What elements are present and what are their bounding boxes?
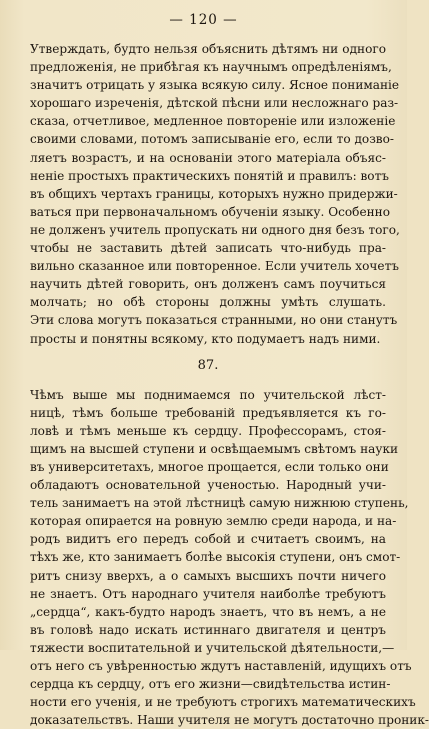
text-line: Эти слова могутъ показаться странными, но они станутъ [30, 313, 398, 328]
page-body [30, 40, 429, 729]
text-line: не знаетъ. Отъ народнаго учителя наиболѣе требуютъ [30, 586, 386, 601]
text-line: научить дѣтей говорить, онъ долженъ самъ поучиться [30, 277, 386, 292]
text-line: доказательствъ. Наши учителя не могутъ достаточно проник- [30, 713, 429, 728]
text-line: тяжести воспитательной и учительской дѣятельности,— [30, 640, 395, 655]
text-line: предложенія, не прибѣгая къ научнымъ опредѣленіямъ, [30, 60, 392, 75]
text-line: которая опирается на ровную землю среди народа, и на- [30, 514, 397, 529]
text-line: ловѣ и тѣмъ меньше къ сердцу. Профессорамъ, стоя- [30, 423, 386, 438]
text-line: „сердца“, какъ-будто народъ знаетъ, что въ немъ, а не [30, 604, 386, 619]
text-line: сказа, отчетливое, медленное повтореніе или изложеніе [30, 114, 396, 129]
text-line: ваться при первоначальномъ обученіи языку. Особенно [30, 204, 391, 219]
text-line: ляетъ возрастъ, и на основаніи этого матеріала объяс- [30, 150, 386, 165]
text-line: чтобы не заставить дѣтей записать что-нибудь пра- [30, 241, 386, 256]
paragraph-1 [30, 40, 400, 348]
text-line: въ головѣ надо искать истиннаго двигателя и центръ [30, 622, 386, 637]
text-line: тель занимаетъ на этой лѣстницѣ самую нижнюю ступень, [30, 496, 409, 511]
text-line: значитъ отрицать у языка всякую силу. Ясное пониманіе [30, 78, 400, 93]
text-line: хорошаго изреченія, дѣтской пѣсни или несложнаго раз- [30, 96, 399, 111]
text-line: молчать; но обѣ стороны должны умѣть слушать. [30, 295, 386, 310]
page-number: — 120 — [169, 12, 238, 28]
text-line: не долженъ учитель пропускать ни одного дня безъ того, [30, 222, 400, 237]
text-line: въ общихъ чертахъ границы, которыхъ нужно придержи- [30, 186, 398, 201]
text-line: обладаютъ основательной ученостью. Народный учи- [30, 478, 386, 493]
text-line: ности его ученія, и не требуютъ строгихъ математическихъ [30, 695, 416, 710]
text-line: щимъ на высшей ступени и освѣщаемымъ свѣтомъ науки [30, 441, 399, 456]
text-line: ритъ снизу вверхъ, а о самыхъ высшихъ почти ничего [30, 568, 386, 583]
text-line: просты и понятны всякому, кто подумаетъ надъ ними. [30, 331, 381, 346]
text-line: Чѣмъ выше мы поднимаемся по учительской лѣст- [30, 387, 386, 402]
text-line: Утверждать, будто нельзя объяснить дѣтямъ ни одного [30, 42, 386, 56]
text-line: родъ видитъ его передъ собой и считаетъ своимъ, на [30, 532, 386, 547]
text-line: сердца къ сердцу, отъ его жизни—свидѣтельства истин- [30, 677, 391, 692]
paragraph-2 [30, 386, 429, 729]
text-line: отъ него съ увѣренностью ждутъ наставленій, идущихъ отъ [30, 659, 412, 673]
text-line: неніе простыхъ практическихъ понятій и правилъ: вотъ [30, 168, 389, 183]
text-line: тѣхъ же, кто занимаетъ болѣе высокія ступени, онъ смот- [30, 550, 401, 565]
text-line: въ университетахъ, многое прощается, если только они [30, 459, 389, 474]
text-line: ницѣ, тѣмъ больше требованій предъявляется къ го- [30, 405, 386, 420]
section-number: 87. [197, 357, 219, 373]
text-line: своими словами, потомъ записываніе его, если то дозво- [30, 132, 394, 147]
text-line: вильно сказанное или повторенное. Если учитель хочетъ [30, 259, 399, 274]
